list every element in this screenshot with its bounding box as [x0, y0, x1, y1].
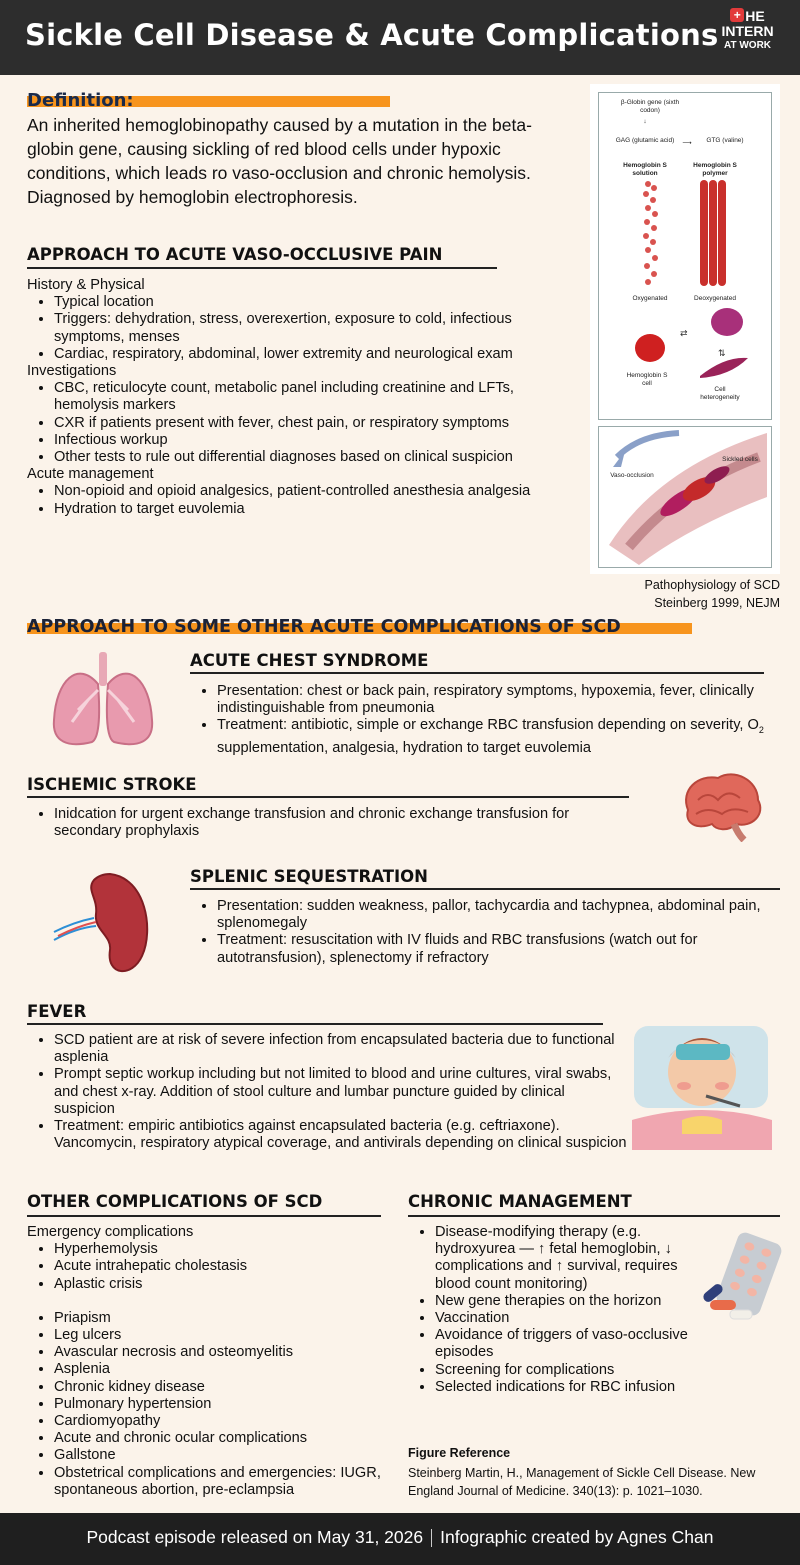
list-item: • Inidcation for urgent exchange transfusion and chronic exchange transfusion for secondary prophylaxis [54, 806, 627, 840]
vaso-rule [27, 267, 497, 269]
list-item: • Aplastic crisis [54, 1276, 387, 1293]
emergency-label: Emergency complications [27, 1224, 194, 1240]
pills-icon [700, 1230, 782, 1322]
splenic-title: SPLENIC SEQUESTRATION [190, 867, 428, 886]
chronic-rule [408, 1215, 780, 1217]
hbs-polymer-label: Hemoglobin S polymer [693, 162, 737, 177]
lungs-icon [48, 650, 158, 752]
list-item: • Acute and chronic ocular complications [54, 1430, 387, 1447]
list-item: • Leg ulcers [54, 1327, 387, 1344]
definition-label: Definition: [27, 90, 134, 111]
arrow-down-icon: ↓ [643, 118, 647, 125]
vaso-title: APPROACH TO ACUTE VASO-OCCLUSIVE PAIN [27, 245, 443, 264]
acute-complications-title: APPROACH TO SOME OTHER ACUTE COMPLICATIONS OF SCD [27, 617, 621, 637]
stroke-title: ISCHEMIC STROKE [27, 775, 197, 794]
fever-title: FEVER [27, 1002, 87, 1021]
list-item: • Screening for complications [435, 1362, 698, 1379]
list-item: • Pulmonary hypertension [54, 1396, 387, 1413]
chronic-body [408, 1224, 698, 1396]
hp-label: History & Physical [27, 277, 145, 293]
other-rule [27, 1215, 381, 1217]
heterogeneity-label: Cell heterogeneity [700, 386, 740, 401]
pathophysiology-figure [590, 84, 780, 574]
footer-credit: Infographic created by Agnes Chan [440, 1527, 714, 1547]
heart-plus-icon: + [730, 8, 744, 22]
list-item: • SCD patient are at risk of severe infection from encapsulated bacteria due to functional asplenia [54, 1032, 627, 1066]
vessel-occlusion-illustration [599, 427, 769, 565]
deoxygenated-label: Deoxygenated [694, 295, 736, 302]
list-item: • Avascular necrosis and osteomyelitis [54, 1344, 387, 1361]
other-complications-body [27, 1224, 387, 1499]
gene-label: β-Globin gene (sixth codon) [620, 99, 680, 114]
page-title: Sickle Cell Disease & Acute Complications [25, 18, 719, 52]
acs-title: ACUTE CHEST SYNDROME [190, 651, 429, 670]
list-item: • Vaccination [435, 1310, 698, 1327]
investigations-label: Investigations [27, 363, 117, 380]
reference-text: Steinberg Martin, H., Management of Sickle Cell Disease. New England Journal of Medicine. 340(13): p. 1021–1030. [408, 1466, 756, 1498]
footer-episode: Podcast episode released on May 31, 2026 [86, 1527, 424, 1547]
gag-label: GAG (glutamic acid) [615, 137, 675, 144]
list-item: • Selected indications for RBC infusion [435, 1379, 698, 1396]
footer-divider [431, 1529, 432, 1547]
brain-icon [678, 770, 764, 842]
sickled-label: Sickled cells [722, 456, 758, 463]
chronic-title: CHRONIC MANAGEMENT [408, 1192, 632, 1211]
other-complications-title: OTHER COMPLICATIONS OF SCD [27, 1192, 323, 1211]
sick-patient-icon [632, 1010, 772, 1150]
list-item: • Disease-modifying therapy (e.g. hydroxyurea — ↑ fetal hemoglobin, ↓ complications and ↑ survival, requires blood count monitoring) [435, 1224, 698, 1293]
list-item: • Asplenia [54, 1361, 387, 1378]
list-item: • Triggers: dehydration, stress, overexertion, exposure to cold, infectious symptoms, menses [54, 311, 567, 345]
reference-heading: Figure Reference [408, 1446, 511, 1460]
list-item: • Presentation: chest or back pain, respiratory symptoms, hypoxemia, fever, clinically indistinguishable from pneumonia [217, 683, 775, 717]
oxygenated-label: Oxygenated [632, 295, 668, 302]
footer-text [0, 1527, 800, 1548]
splenic-body [190, 898, 780, 967]
management-label: Acute management [27, 466, 154, 483]
list-item: • Prompt septic workup including but not limited to blood and urine cultures, viral swabs, and chest x-ray. Addition of stool culture and lumbar puncture guided by clinical suspicion [54, 1066, 627, 1118]
fever-rule [27, 1023, 603, 1025]
svg-text:⇄: ⇄ [680, 329, 688, 339]
acs-body [190, 683, 775, 757]
list-item: • Cardiac, respiratory, abdominal, lower extremity and neurological exam [54, 346, 567, 363]
list-item: • CXR if patients present with fever, chest pain, or respiratory symptoms [54, 415, 567, 432]
splenic-rule [190, 888, 780, 890]
gtg-label: GTG (valine) [706, 137, 744, 144]
vaso-body [27, 277, 567, 518]
list-item: • CBC, reticulocyte count, metabolic panel including creatinine and LFTs, hemolysis markers [54, 380, 567, 414]
fever-body [27, 1032, 627, 1152]
stroke-body [27, 806, 627, 840]
acs-rule [190, 672, 764, 674]
spleen-icon [50, 870, 160, 978]
list-item: • Other tests to rule out differential diagnoses based on clinical suspicion [54, 449, 567, 466]
list-item: • Avoidance of triggers of vaso-occlusive episodes [435, 1327, 698, 1361]
list-item: • Typical location [54, 294, 567, 311]
svg-text:⇅: ⇅ [718, 349, 726, 359]
vaso-occlusion-label: Vaso-occlusion [610, 472, 654, 479]
logo: + HE INTERN AT WORK [721, 8, 774, 51]
list-item: • Infectious workup [54, 432, 567, 449]
arrow-right-icon: ⟶ [682, 140, 692, 147]
list-item: • Priapism [54, 1310, 387, 1327]
hp-list [27, 294, 567, 363]
list-item: • Presentation: sudden weakness, pallor, tachycardia and tachypnea, abdominal pain, splenomegaly [217, 898, 780, 932]
figure-caption: Pathophysiology of SCD Steinberg 1999, NEJM [644, 578, 780, 610]
hemoglobin-polymer-illustration [620, 180, 760, 292]
list-item: • Non-opioid and opioid analgesics, patient-controlled anesthesia analgesia [54, 483, 567, 500]
hbs-solution-label: Hemoglobin S solution [623, 162, 667, 177]
management-list [27, 483, 567, 517]
definition-text: An inherited hemoglobinopathy caused by a mutation in the beta-globin gene, causing sickling of red blood cells under hypoxic conditions, which leads ro vaso-occlusion and chronic hemolysis. Diagnosed by hemoglobin electrophoresis. [27, 115, 532, 207]
investigations-list [27, 380, 567, 466]
list-item: • New gene therapies on the horizon [435, 1293, 698, 1310]
hbs-cell-label: Hemoglobin S cell [626, 372, 668, 387]
list-item: • Treatment: antibiotic, simple or exchange RBC transfusion depending on severity, $O_2$ supplementation, analgesia, hydration to target euvolemia [217, 717, 775, 756]
list-item: • Hyperhemolysis [54, 1241, 387, 1258]
list-item: • Acute intrahepatic cholestasis [54, 1258, 387, 1275]
stroke-rule [27, 796, 629, 798]
list-item: • Treatment: resuscitation with IV fluids and RBC transfusions (watch out for autotransfusion), splenectomy if refractory [217, 932, 780, 966]
list-item: • Cardiomyopathy [54, 1413, 387, 1430]
list-item: • Hydration to target euvolemia [54, 501, 567, 518]
list-item: • Chronic kidney disease [54, 1379, 387, 1396]
list-item: • Obstetrical complications and emergencies: IUGR, spontaneous abortion, pre-eclampsia [54, 1465, 387, 1499]
list-item: • Treatment: empiric antibiotics against encapsulated bacteria (e.g. ceftriaxone). Vancomycin, respiratory atypical coverage, and antivirals depending on clinical suspicion [54, 1118, 627, 1152]
list-item: • Gallstone [54, 1447, 387, 1464]
